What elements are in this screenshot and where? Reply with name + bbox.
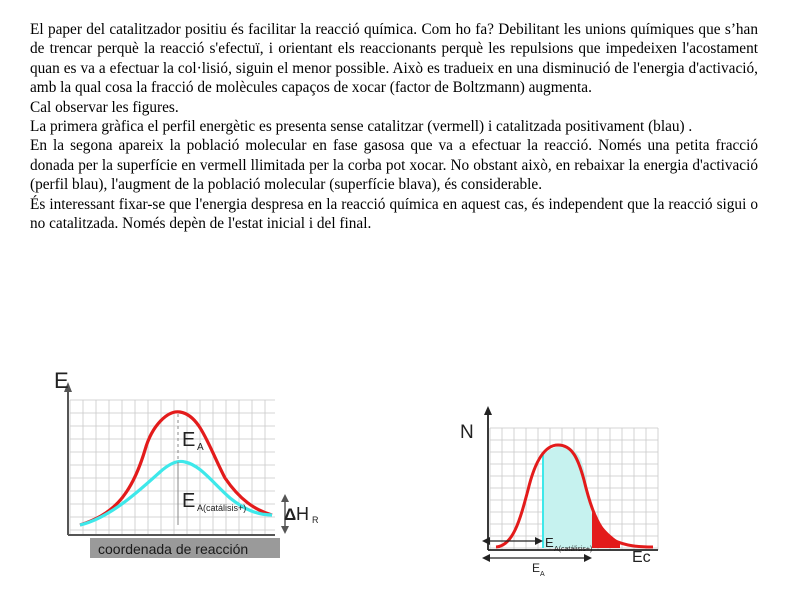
ea-catalysis-arrow-head-left <box>482 537 490 545</box>
ea-catalysis-label: E <box>182 490 196 512</box>
ea-arrow-head-left <box>482 554 490 562</box>
paragraph: El paper del catalitzador positiu és facilitar la reacció química. Com ho fa? Debilitant les unions químiques que s’han de trencar perquè la reacció s'efectuï, i orientant els reaccionants perquè les repulsions que impedeixen l'acostament quan es va a efectuar la col·lisió, siguin el menor possible. Això es tradueix en una disminució de l'energia d'activació, amb la qual cosa la fracció de molècules capaços de xocar (factor de Boltzmann) augmenta. <box>30 21 758 97</box>
ea-catalysis-arrow-head-right <box>535 537 543 545</box>
catalyzed-population-area <box>543 446 592 548</box>
ea-arrow-head-right <box>584 554 592 562</box>
ea-catalysis-label-2: E <box>545 535 554 550</box>
delta-h-arrow-up <box>281 494 289 502</box>
delta-symbol: Δ <box>284 505 297 524</box>
paragraph: La primera gràfica el perfil energètic es presenta sense catalitzar (vermell) i catalitzada positivament (blau) . <box>30 118 693 136</box>
ea-label-2: E <box>532 561 541 575</box>
energy-axis-label: E <box>54 368 69 393</box>
paragraph: Cal observar les figures. <box>30 98 179 116</box>
population-axis-label: N <box>460 422 474 443</box>
kinetic-energy-axis-label: Ec <box>632 549 651 566</box>
reaction-coordinate-label: coordenada de reacción <box>98 541 249 557</box>
ea-label-sub: A <box>197 442 204 453</box>
paragraph: En la segona apareix la població molecular en fase gasosa que va a efectuar la reacció. Només una petita fracció donada per la superfície en vermell llimitada per la corba pot xocar. No obstant això, en rebaixar la energia d'activació (perfil blau), l'augment de la població molecular (superfície blava), és considerable. <box>30 137 758 194</box>
hr-label-sub: R <box>312 515 319 525</box>
population-y-axis-arrow <box>484 406 492 415</box>
ea-catalysis-label-2-sub: A(catálisis+) <box>554 546 593 553</box>
paragraph: És interessant fixar-se que l'energia despresa en la reacció química en aquest cas, és independent que la reacció sigui o no catalitzada. Només depèn de l'estat inicial i del final. <box>30 195 758 233</box>
boltzmann-svg <box>448 400 673 585</box>
energy-profile-svg <box>40 360 340 565</box>
ea-catalysis-label-sub: A(catálisis+) <box>197 503 247 513</box>
explanation-text <box>30 20 758 233</box>
delta-h-arrow-down <box>281 526 289 534</box>
energy-profile-figure <box>40 360 340 565</box>
ea-label-2-sub: A <box>540 571 545 578</box>
boltzmann-distribution-figure <box>448 400 673 585</box>
hr-label: H <box>296 504 309 524</box>
ea-label: E <box>182 429 196 451</box>
